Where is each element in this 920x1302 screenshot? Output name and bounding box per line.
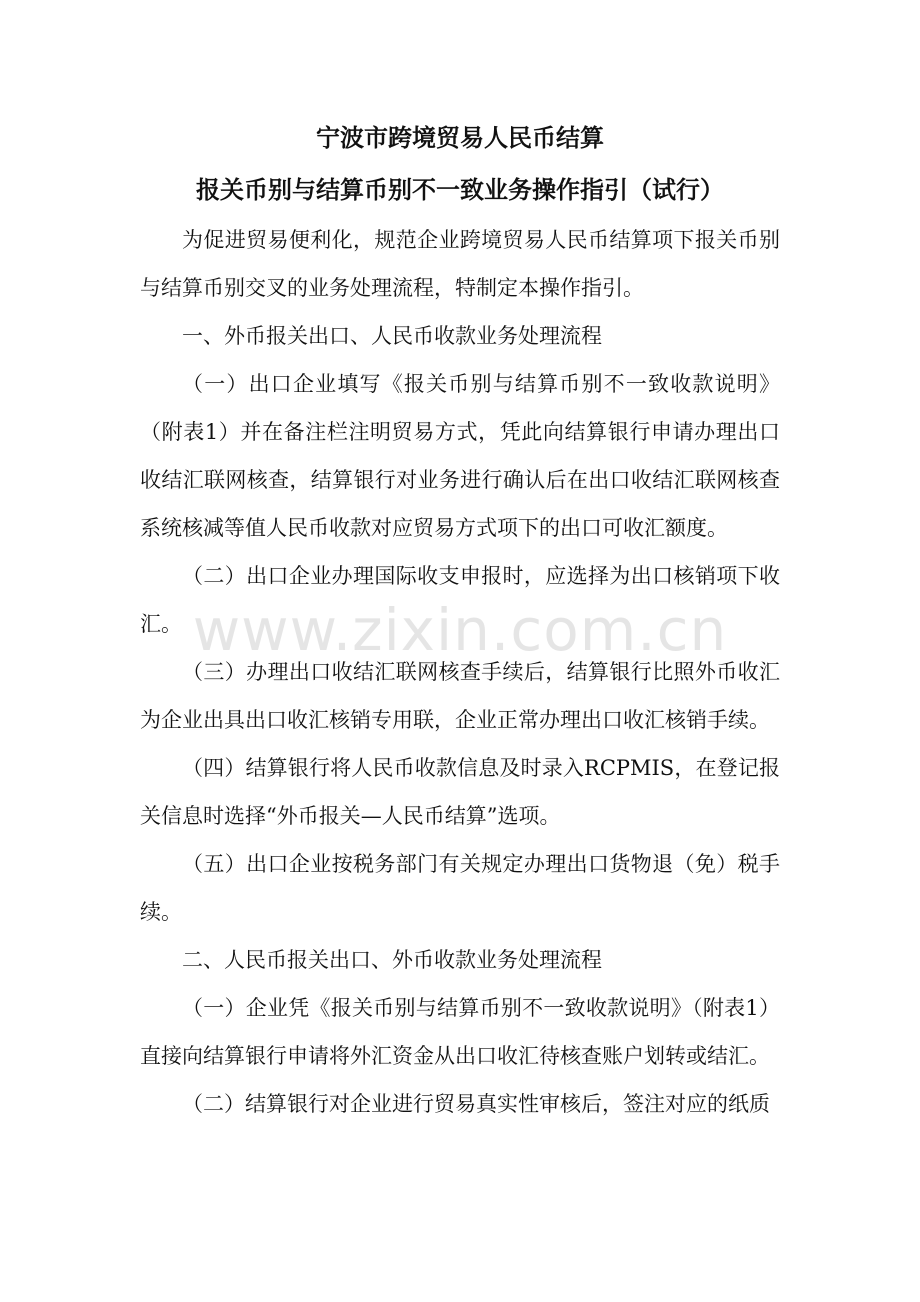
paragraph-2-1: （一）企业凭《报关币别与结算币别不一致收款说明》（附表1）直接向结算银行申请将外汇资金从出口收汇待核查账户划转或结汇。 — [140, 996, 780, 1068]
paragraph-1-2: （二）出口企业办理国际收支申报时，应选择为出口核销项下收汇。 — [140, 564, 780, 636]
paragraph-1-5: （五）出口企业按税务部门有关规定办理出口货物退（免）税手续。 — [140, 852, 780, 924]
paragraph-intro: 为促进贸易便利化，规范企业跨境贸易人民币结算项下报关币别与结算币别交叉的业务处理流程，特制定本操作指引。 — [140, 228, 780, 300]
paragraph-2-2: （二）结算银行对企业进行贸易真实性审核后，签注对应的纸质 — [182, 1092, 770, 1116]
document-body — [140, 216, 780, 1128]
watermark: www.zixin.com.cn — [192, 596, 728, 664]
paragraph-1-4: （四）结算银行将人民币收款信息及时录入RCPMIS，在登记报关信息时选择“外币报关—人民币结算”选项。 — [140, 756, 780, 828]
section-heading-2: 二、人民币报关出口、外币收款业务处理流程 — [182, 948, 602, 972]
document-title-line2: 报关币别与结算币别不一致业务操作指引（试行） — [196, 176, 724, 204]
document-title-line1: 宁波市跨境贸易人民币结算 — [316, 124, 604, 152]
paragraph-1-3: （三）办理出口收结汇联网核查手续后，结算银行比照外币收汇为企业出具出口收汇核销专用联，企业正常办理出口收汇核销手续。 — [140, 660, 780, 732]
paragraph-1-1: （一）出口企业填写《报关币别与结算币别不一致收款说明》（附表1）并在备注栏注明贸易方式，凭此向结算银行申请办理出口收结汇联网核查，结算银行对业务进行确认后在出口收结汇联网核查系统核减等值人民币收款对应贸易方式项下的出口可收汇额度。 — [140, 372, 780, 540]
section-heading-1: 一、外币报关出口、人民币收款业务处理流程 — [182, 324, 602, 348]
